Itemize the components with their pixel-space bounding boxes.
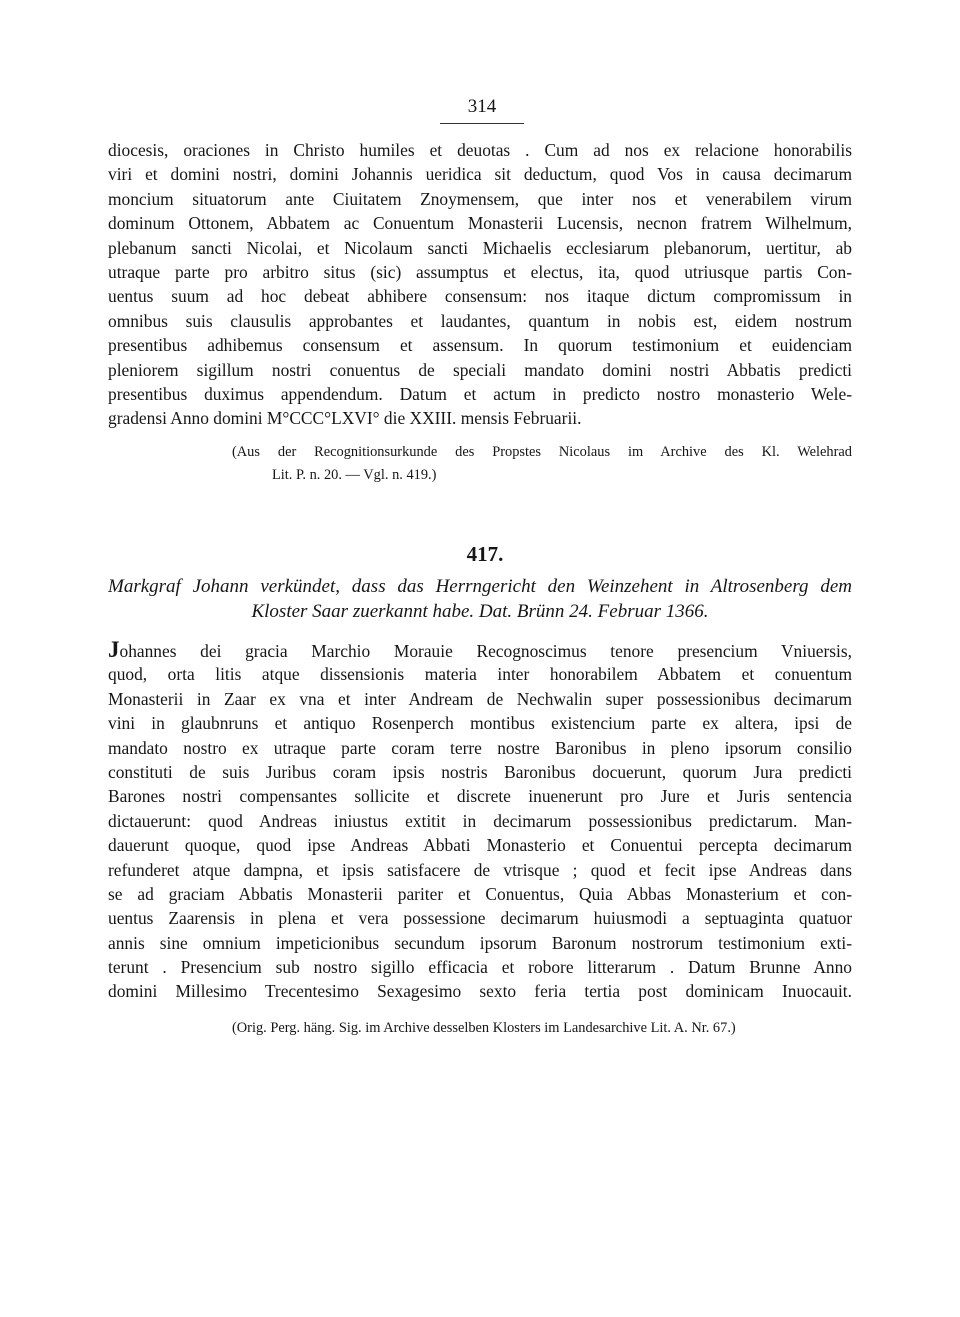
text-line: Monasterii in Zaar ex vna et inter Andream de Nechwalin super possessionibus decimarum xyxy=(108,688,852,709)
text-line: refunderet atque dampna, et ipsis satisfacere de vtrisque ; quod et fecit ipse Andreas dans xyxy=(108,859,852,880)
text-line: mandato nostro ex utraque parte coram terre nostre Baronibus in pleno ipsorum consilio xyxy=(108,737,852,758)
page-number-rule xyxy=(440,123,524,124)
text-line: Barones nostri compensantes sollicite et discrete inuenerunt pro Jure et Juris sentencia xyxy=(108,786,852,807)
text-line: utraque parte pro arbitro situs (sic) assumptus et electus, ita, quod utriusque partis Con- xyxy=(108,261,852,282)
text-line: viri et domini nostri, domini Johannis ueridica sit deductum, quod Vos in causa decimarum xyxy=(108,164,852,185)
text-line: dauerunt quoque, quod ipse Andreas Abbati Monasterio et Conuentui percepta decimarum xyxy=(108,835,852,856)
source-note-line: (Aus der Recognitionsurkunde des Propstes Nicolaus im Archive des Kl. Welehrad xyxy=(232,444,852,460)
text-line: uentus Zaarensis in plena et vera possessione decimarum huiusmodi a septuaginta quatuor xyxy=(108,908,852,929)
text-line: plebanum sancti Nicolai, et Nicolaum sancti Michaelis ecclesiarum plebanorum, uertitur, ab xyxy=(108,237,852,258)
document-source-note xyxy=(232,1017,852,1040)
text-line: dictauerunt: quod Andreas iniustus extitit in decimarum possessionibus predictarum. Man- xyxy=(108,810,852,831)
first-line-text: ohannes dei gracia Marchio Morauie Recognoscimus tenore presencium Vniuersis, xyxy=(119,641,852,661)
text-line: dominum Ottonem, Abbatem ac Conuentum Monasterii Lucensis, necnon fratrem Wilhelmum, xyxy=(108,213,852,234)
initial-letter: J xyxy=(108,638,120,662)
heading-line: Kloster Saar zuerkannt habe. Dat. Brünn 24. Februar 1366. xyxy=(251,600,709,622)
heading-line: Markgraf Johann verkündet, dass das Herrngericht den Weinzehent in Altrosenberg dem xyxy=(108,576,852,597)
source-note-line: Lit. P. n. 20. — Vgl. n. 419.) xyxy=(272,467,437,483)
text-line: diocesis, oraciones in Christo humiles et deuotas . Cum ad nos ex relacione honorabilis xyxy=(108,140,852,160)
body-lines xyxy=(108,662,852,1003)
text-line: constituti de suis Juribus coram ipsis nostris Baronibus docuerunt, quorum Jura predicti xyxy=(108,761,852,782)
text-line: vini in glaubnruns et antiquo Rosenperch montibus existencium parte ex altera, ipsi de xyxy=(108,713,852,734)
document-number: 417. xyxy=(466,542,504,566)
text-line: annis sine omnium impeticionibus secundum ipsorum Baronum nostrorum testimonium exti- xyxy=(108,932,852,953)
document-heading xyxy=(108,575,852,624)
text-line: moncium situatorum ante Ciuitatem Znoymensem, que inter nos et venerabilem virum xyxy=(108,188,852,209)
text-line: uentus suum ad hoc debeat abhibere consensum: nos itaque dictum compromissum in xyxy=(108,286,852,307)
text-line: gradensi Anno domini M°CCC°LXVI° die XXIII. mensis Februarii. xyxy=(108,408,582,429)
text-line: omnibus suis clausulis approbantes et laudantes, quantum in nobis est, eidem nostrum xyxy=(108,310,852,331)
source-note-line: (Orig. Perg. häng. Sig. im Archive desselben Klosters im Landesarchive Lit. A. Nr. 67.) xyxy=(232,1020,736,1036)
text-line: terunt . Presencium sub nostro sigillo efficacia et robore litterarum . Datum Brunne Anno xyxy=(108,957,852,978)
text-line: quod, orta litis atque dissensionis materia inter honorabilem Abbatem et conuentum xyxy=(108,664,852,685)
page-number: 314 xyxy=(467,96,497,117)
body-first-line xyxy=(108,638,852,662)
top-document-source-note xyxy=(232,441,852,487)
text-line: domini Millesimo Trecentesimo Sexagesimo sexto feria tertia post dominicam Inuocauit. xyxy=(108,981,852,1002)
document-body xyxy=(108,638,852,1004)
top-document-text xyxy=(108,138,852,431)
text-line: presentibus adhibemus consensum et assensum. In quorum testimonium et euidenciam xyxy=(108,335,852,356)
text-line: pleniorem sigillum nostri conuentus de speciali mandato domini nostri Abbatis predicti xyxy=(108,359,852,380)
text-line: se ad graciam Abbatis Monasterii pariter et Conuentus, Quia Abbas Monasterium et con- xyxy=(108,883,852,904)
text-line: presentibus duximus appendendum. Datum et actum in predicto nostro monasterio Wele- xyxy=(108,383,852,404)
